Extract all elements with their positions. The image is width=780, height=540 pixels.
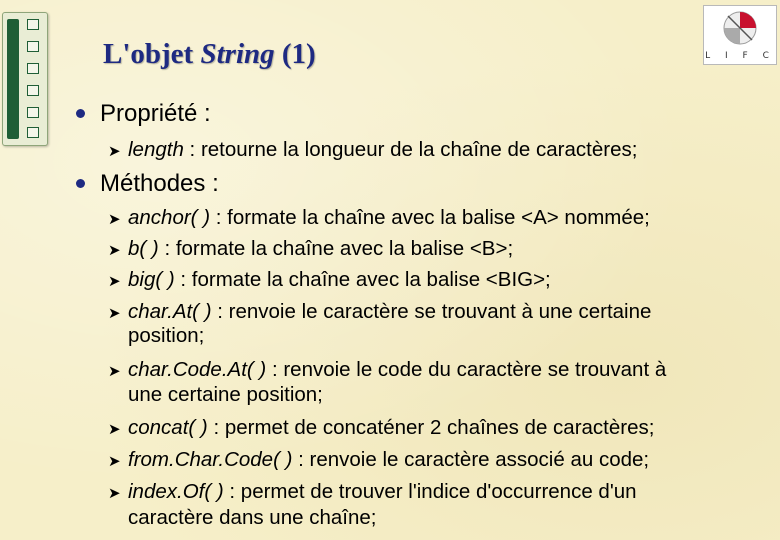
item-description: : renvoie le code du caractère se trouvant à [266,358,667,381]
item-description: : formate la chaîne avec la balise <A> nommée; [210,206,650,229]
list-item [108,480,637,503]
list-item [108,268,551,291]
university-logo-cell [27,63,39,74]
list-item [108,448,650,471]
item-name: char.Code.At( ) [128,358,267,381]
item-description: : renvoie le caractère associé au code; [292,448,650,471]
property-heading [100,100,211,128]
item-description: : retourne la longueur de la chaîne de caractères; [183,138,638,161]
page-title [103,38,316,71]
item-name: b( ) [128,237,159,260]
item-description: : permet de concaténer 2 chaînes de caractères; [207,416,655,439]
university-logo-band [7,19,19,139]
item-description: : permet de trouver l'indice d'occurrence d'un [223,480,637,503]
property-heading-text: Propriété : [100,100,211,127]
item-name: length [128,138,184,161]
arrowhead-bullet-icon: ➤ [108,143,121,160]
item-description: : renvoie le caractère se trouvant à une certaine [211,300,652,323]
arrowhead-bullet-icon: ➤ [108,305,121,322]
item-name: anchor( ) [128,206,211,229]
university-logo-cell [27,19,39,30]
university-logo [2,12,48,146]
item-description: : formate la chaîne avec la balise <B>; [158,237,514,260]
arrowhead-bullet-icon: ➤ [108,363,121,380]
item-continuation: position; [128,324,205,347]
university-logo-cell [27,85,39,96]
list-item [108,206,650,229]
arrowhead-bullet-icon: ➤ [108,211,121,228]
university-logo-cell [27,41,39,52]
item-name: from.Char.Code( ) [128,448,293,471]
methods-heading [100,170,219,198]
lifc-logo [703,5,777,65]
arrowhead-bullet-icon: ➤ [108,485,121,502]
lifc-logo-text: L I F C [705,51,775,61]
arrowhead-bullet-icon: ➤ [108,273,121,290]
list-item [108,237,514,260]
title-suffix: (1) [274,38,316,70]
round-bullet-icon [76,109,85,118]
item-name: big( ) [128,268,175,291]
item-continuation: caractère dans une chaîne; [128,506,377,529]
list-item [108,138,638,161]
arrowhead-bullet-icon: ➤ [108,421,121,438]
university-logo-cell [27,107,39,118]
university-logo-cell [27,127,39,138]
arrowhead-bullet-icon: ➤ [108,242,121,259]
lifc-emblem-icon [704,6,776,50]
round-bullet-icon [76,179,85,188]
item-name: index.Of( ) [128,480,224,503]
item-name: concat( ) [128,416,208,439]
list-item [108,358,667,381]
item-name: char.At( ) [128,300,212,323]
title-main: L'objet [103,38,201,70]
list-item [108,416,655,439]
list-item [108,300,652,323]
methods-heading-text: Méthodes : [100,170,219,197]
item-continuation: une certaine position; [128,383,323,406]
item-description: : formate la chaîne avec la balise <BIG>; [174,268,551,291]
arrowhead-bullet-icon: ➤ [108,453,121,470]
title-italic: String [200,38,275,70]
